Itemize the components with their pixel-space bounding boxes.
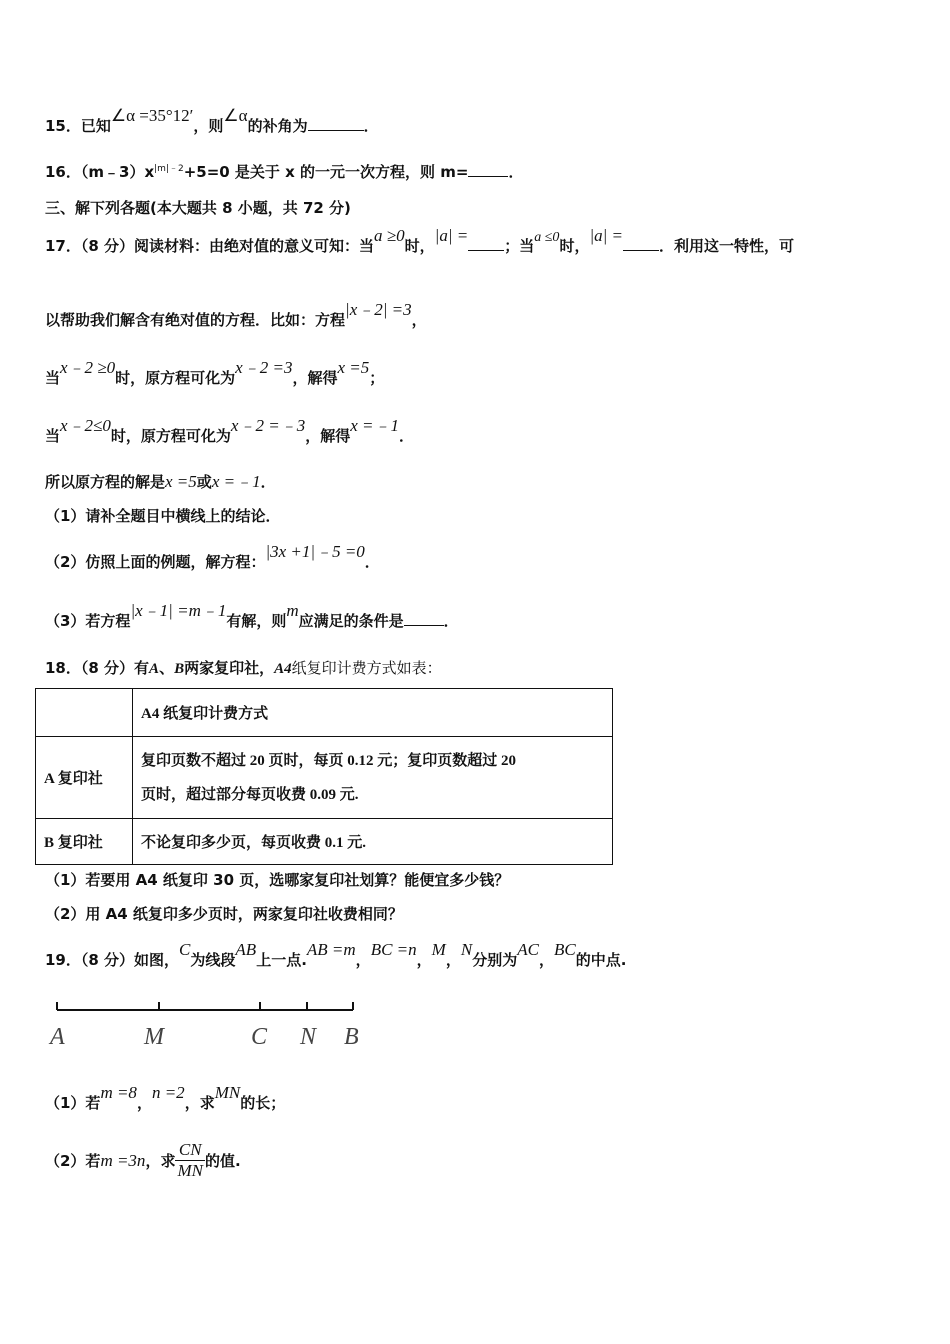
text: 当 [45,369,61,387]
fraction [175,1140,205,1181]
math-expression: x﹣2 ≥0 [60,358,116,377]
question-17-line-3 [45,358,385,388]
text: 有解，则 [226,612,287,630]
text: ； [369,369,385,387]
table-cell-label: A 复印社 [36,737,133,819]
math-variable: AC [517,940,539,959]
text: 为线段 [190,951,236,969]
text: ， [445,951,461,969]
question-18-part-2: （2）用 A4 纸复印多少页时，两家复印社收费相同？ [45,905,403,923]
text: 所以原方程的解是 [45,473,166,491]
text: ．利用这一特性，可 [659,237,795,255]
shop-a: A [149,661,160,677]
math-expression: x﹣2 =3 [235,358,293,377]
math-expression: BC =n [370,940,417,959]
text: ， [355,951,371,969]
text: 两家复印社， [184,659,275,677]
text: （m﹣3）x [80,163,155,181]
question-17-part-3 [45,601,459,631]
segment-diagram [50,998,370,1018]
text: ， [411,311,427,329]
table-row [36,737,613,819]
text: （2）若 [45,1151,101,1170]
text: （2）仿照上面的例题，解方程： [45,553,266,571]
fraction-denominator: MN [177,1161,203,1180]
question-number: 19． [45,951,81,969]
text: 已知 [80,117,111,135]
pricing-table [35,688,613,865]
text: ；当 [504,237,535,255]
fraction-numerator: CN [175,1140,205,1161]
answer-blank[interactable] [468,162,508,177]
table-header-cell: A4 纸复印计费方式 [133,689,613,737]
exponent: |m|﹣2 [154,164,184,174]
row-a-text-line-1: 复印页数不超过 20 页时，每页 0.12 元；复印页数超过 20 [141,752,517,769]
text: 以帮助我们解含有绝对值的方程．比如：方程 [45,311,346,329]
section-heading: 三、解下列各题(本大题共 8 小题，共 72 分) [45,199,351,217]
text: ． [508,163,524,181]
angle-expression: ∠α =35°12′ [110,106,194,125]
text: （1）若 [45,1094,101,1112]
math-expression: |a| = [434,226,469,245]
question-17-line-1 [45,226,795,258]
text: （8 分）阅读材料：由绝对值的意义可知：当 [80,237,375,255]
text: 分别为 [472,951,518,969]
text: 或 [196,473,212,491]
math-expression: x =5 [337,358,370,377]
math-expression: |a| = [589,226,624,245]
text: 时， [404,237,435,255]
table-cell-text: 不论复印多少页，每页收费 0.1 元. [133,819,613,865]
text: ，则 [193,117,224,135]
text: 、 [159,659,175,677]
text: 时，原方程可化为 [110,427,231,445]
answer-blank[interactable] [623,236,659,251]
table-cell-empty [36,689,133,737]
point-label-a: A [50,1024,65,1050]
text: ． [364,553,380,571]
answer-blank[interactable] [404,611,444,626]
point-label-c: C [251,1024,268,1050]
shop-b: B [174,661,185,677]
text: ， [416,951,432,969]
question-number: 17． [45,237,81,255]
text: （3）若方程 [45,612,131,630]
question-18 [45,658,442,679]
text: （8 分）如图， [80,951,180,969]
math-variable: BC [553,940,576,959]
math-expression: |3x +1|﹣5 =0 [265,542,365,561]
text: 的补角为 [247,117,308,135]
text: 的长； [240,1094,286,1112]
question-17-line-5 [45,472,276,492]
math-expression: m =3n [100,1150,146,1170]
math-variable: N [460,940,473,959]
text: ，求 [145,1151,176,1170]
row-a-text-line-2: 页时，超过部分每页收费 0.09 元. [141,786,359,803]
point-label-b: B [344,1024,359,1050]
paper-size: A4 [274,661,292,677]
question-19-part-2 [45,1140,241,1181]
math-expression: x﹣2≤0 [60,416,111,435]
math-variable: M [431,940,446,959]
math-variable: MN [214,1083,241,1102]
point-label-m: M [144,1024,164,1050]
text: ， [136,1094,152,1112]
text: 的值. [204,1151,241,1170]
question-17-part-1: （1）请补全题目中横线上的结论． [45,507,281,525]
math-expression: n =2 [151,1083,185,1102]
question-19 [45,940,627,970]
math-expression: m =8 [100,1083,137,1102]
math-expression: x﹣2 =﹣3 [230,416,306,435]
question-number: 15． [45,117,81,135]
question-16 [45,162,523,185]
answer-blank[interactable] [308,116,364,131]
question-17-line-4 [45,416,415,446]
text: ，解得 [292,369,338,387]
text: ，解得 [305,427,351,445]
text: 上一点. [256,951,307,969]
text: +5=0 是关于 x 的一元一次方程，则 m= [183,163,469,181]
math-expression: a ≥0 [374,226,405,245]
point-label-n: N [300,1024,317,1050]
text: （8 分）有 [80,659,150,677]
math-variable: AB [235,940,257,959]
text: ． [260,473,276,491]
math-expression: |x﹣2| =3 [345,300,412,319]
math-expression: x =﹣1 [211,472,261,491]
text: ． [363,117,379,135]
text: ，求 [184,1094,215,1112]
text: 当 [45,427,61,445]
table-row [36,819,613,865]
question-number: 16． [45,163,81,181]
math-expression: |x﹣1| =m﹣1 [130,601,227,620]
angle-symbol: ∠α [223,106,248,125]
text: ． [399,427,415,445]
text: 应满足的条件是 [298,612,404,630]
question-17-line-2 [45,300,427,330]
text: ． [443,612,459,630]
answer-blank[interactable] [468,236,504,251]
table-header-row [36,689,613,737]
question-number: 18． [45,659,81,677]
math-expression: AB =m [306,940,356,959]
text: 的中点. [575,951,627,969]
text: 纸复印计费方式如表： [291,659,442,677]
math-expression: x =5 [165,472,197,491]
table-cell-label: B 复印社 [36,819,133,865]
question-19-part-1 [45,1083,286,1113]
question-15 [45,106,379,136]
question-18-part-1: （1）若要用 A4 纸复印 30 页，选哪家复印社划算？能便宜多少钱？ [45,871,510,889]
text: ， [538,951,554,969]
math-expression: x =﹣1 [350,416,399,435]
question-17-part-2 [45,542,380,572]
table-cell-text [133,737,613,819]
math-expression: a ≤0 [534,230,560,245]
text: 时，原方程可化为 [115,369,236,387]
math-variable: C [179,940,191,959]
math-variable: m [286,601,299,620]
text: 时， [559,237,590,255]
